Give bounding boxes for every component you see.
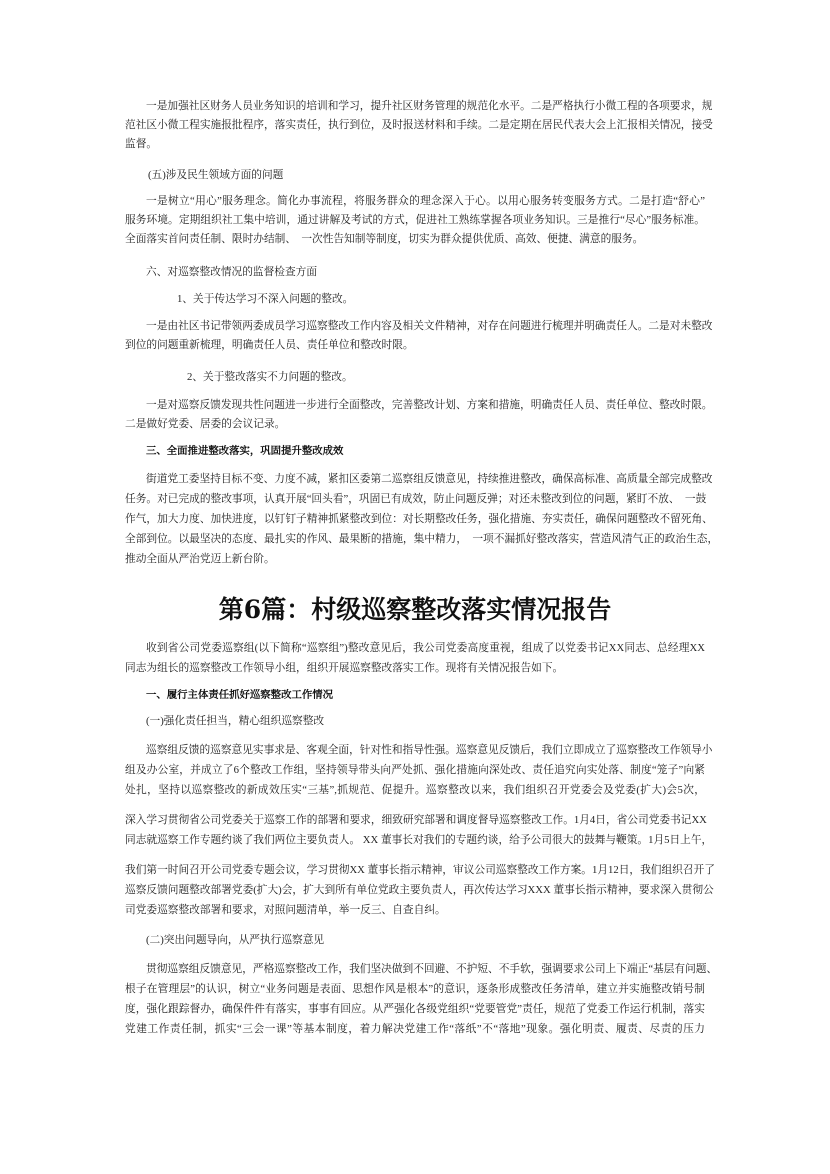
paragraph-line: 巡察反馈问题整改部署党委(扩大)会，扩大到所有单位党政主要负责人，再次传达学习XXX 董事长指示精神，要求深入贯彻公 xyxy=(125,884,714,896)
paragraph-line: 任务。对已完成的整改事项，认真开展“回头看”，巩固已有成效，防止问题反弹；对还未整改到位的问题，紧盯不放、 一鼓 xyxy=(125,493,707,505)
paragraph-line: 二是做好党委、居委的会议记录。 xyxy=(125,418,286,430)
paragraph-line: 街道党工委坚持目标不变、力度不减，紧扣区委第二巡察组反馈意见，持续推进整改，确保高标准、高质量全部完成整改 xyxy=(146,473,713,485)
paragraph-finance xyxy=(125,97,713,154)
paragraph-responsibility-1c xyxy=(125,860,715,920)
paragraph-line: 深入学习贯彻省公司党委关于巡察工作的部署和要求，细致研究部署和调度督导巡察整改工作。1月4日，省公司党委书记XX xyxy=(125,814,707,826)
heading-responsibility-item-2: (二)突出问题导向，从严执行巡察意见 xyxy=(146,934,325,946)
paragraph-responsibility-1b xyxy=(125,810,713,850)
heading-advance-rectification: 三、全面推进整改落实，巩固提升整改成效 xyxy=(146,445,344,457)
paragraph-line: 组及办公室，并成立了6个整改工作组，坚持领导带头向严处抓、强化措施向深处改、责任追究向实处落、制度“笼子”向紧 xyxy=(125,764,705,776)
paragraph-line: 我们第一时间召开公司党委专题会议，学习贯彻XX 董事长指示精神，审议公司巡察整改工作方案。1月12日，我们组织召开了 xyxy=(125,864,715,876)
paragraph-line: 巡察组反馈的巡察意见实事求是、客观全面，针对性和指导性强。巡察意见反馈后，我们立即成立了巡察整改工作领导小 xyxy=(146,744,713,756)
paragraph-line: 监督。 xyxy=(125,138,158,150)
paragraph-line: 一是对巡察反馈发现共性问题进一步进行全面整改，完善整改计划、方案和措施，明确责任人员、责任单位、整改时限。 xyxy=(146,399,713,411)
paragraph-line: 收到省公司党委巡察组(以下简称“巡察组”)整改意见后，我公司党委高度重视，组成了以党委书记XX同志、总经理XX xyxy=(146,642,705,654)
paragraph-line: 全面落实首问责任制、限时办结制、 一次性告知制等制度，切实为群众提供优质、高效、便捷、满意的服务。 xyxy=(125,233,644,245)
paragraph-line: 根子在管理层”的认识，树立“业务问题是表面、思想作风是根本”的意识，逐条形成整改任务清单，建立并实施整改销号制 xyxy=(125,983,705,995)
paragraph-line: 贯彻巡察组反馈意见，严格巡察整改工作，我们坚决做到不回避、不护短、不手软，强调要求公司上下端正“基层有问题、 xyxy=(146,963,718,975)
paragraph-line: 同志为组长的巡察整改工作领导小组，组织开展巡察整改落实工作。现将有关情况报告如下。 xyxy=(125,662,564,674)
paragraph-line: 推动全面从严治党迈上新台阶。 xyxy=(125,553,275,565)
heading-livelihood: (五)涉及民生领域方面的问题 xyxy=(148,169,284,181)
paragraph-line: 司党委巡察整改部署和要求，对照问题清单，举一反三、自查自纠。 xyxy=(125,904,446,916)
document-title: 第6篇：村级巡察整改落实情况报告 xyxy=(218,595,612,624)
paragraph-line: 作气，加大力度、加快进度，以钉钉子精神抓紧整改到位：对长期整改任务，强化措施、夯实责任，确保问题整改不留死角、 xyxy=(125,513,713,525)
paragraph-responsibility-1a xyxy=(125,740,713,800)
paragraph-line: 一是由社区书记带领两委成员学习巡察整改工作内容及相关文件精神，对存在问题进行梳理并明确责任人。二是对未整改 xyxy=(146,320,713,332)
heading-responsibility-item-1: (一)强化责任担当，精心组织巡察整改 xyxy=(146,715,325,727)
paragraph-line: 同志就巡察工作专题约谈了我们两位主要负责人。 XX 董事长对我们的专题约谈，给予公司很大的鼓舞与鞭策。1月5日上午， xyxy=(125,834,713,846)
paragraph-line: 服务环境。定期组织社工集中培训，通过讲解及考试的方式，促进社工熟练掌握各项业务知识。三是推行“尽心”服务标准。 xyxy=(125,214,705,226)
heading-main-responsibility: 一、履行主体责任抓好巡察整改工作情况 xyxy=(146,689,334,701)
paragraph-service xyxy=(125,192,705,249)
paragraph-intro xyxy=(125,638,705,678)
paragraph-line: 度，强化跟踪督办，确保件件有落实，事事有回应。从严强化各级党组织“党要管党”责任，规范了党委工作运行机制，落实 xyxy=(125,1003,705,1015)
paragraph-advance-rectification xyxy=(125,469,719,569)
paragraph-supervision-1 xyxy=(125,317,713,355)
paragraph-line: 一是树立“用心”服务理念。简化办事流程，将服务群众的理念深入于心。以用心服务转变服务方式。二是打造“舒心” xyxy=(146,195,705,207)
paragraph-supervision-2 xyxy=(125,396,713,434)
heading-supervision: 六、对巡察整改情况的监督检查方面 xyxy=(146,266,318,278)
heading-supervision-item-2: 2、关于整改落实不力问题的整改。 xyxy=(187,371,353,383)
paragraph-line: 范社区小微工程实施报批程序，落实责任，执行到位，及时报送材料和手续。二是定期在居民代表大会上汇报相关情况，接受 xyxy=(125,119,713,131)
paragraph-line: 党建工作责任制，抓实“三会一课”等基本制度，着力解决党建工作“落纸”不“落地”现象。强化明责、履责、尽责的压力 xyxy=(125,1023,705,1035)
paragraph-line: 到位的问题重新梳理，明确责任人员、责任单位和整改时限。 xyxy=(125,339,414,351)
paragraph-line: 处扎，坚持以巡察整改的新成效压实“三基”,抓规范、促提升。巡察整改以来，我们组织召开党委会及党委(扩大)会5次， xyxy=(125,784,705,796)
paragraph-line: 全部到位。以最坚决的态度、最扎实的作风、最果断的措施，集中精力， 一项不漏抓好整改落实，营造风清气正的政治生态， xyxy=(125,533,719,545)
paragraph-responsibility-2 xyxy=(125,959,718,1039)
heading-supervision-item-1: 1、关于传达学习不深入问题的整改。 xyxy=(177,293,354,305)
paragraph-line: 一是加强社区财务人员业务知识的培训和学习，提升社区财务管理的规范化水平。二是严格执行小微工程的各项要求，规 xyxy=(146,100,713,112)
